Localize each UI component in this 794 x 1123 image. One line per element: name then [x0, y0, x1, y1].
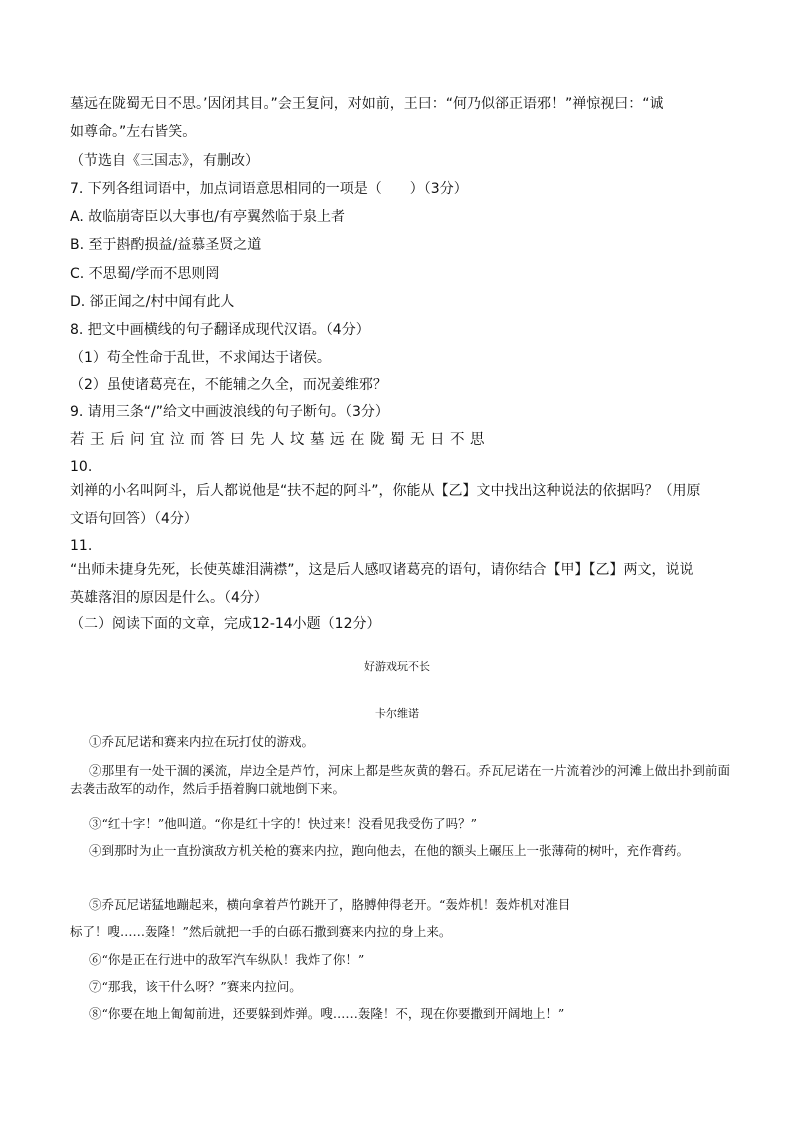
- story-paragraph-2: ②那里有一处干涸的溪流，岸边全是芦竹，河床上都是些灰黄的磐石。乔瓦尼诺在一片流着沙的河滩上做出扑到前面去袭击敌军的动作，然后手捂着胸口就地倒下来。: [70, 763, 730, 796]
- question-10-text-1: 刘禅的小名叫阿斗，后人都说他是“扶不起的阿斗”，你能从【乙】文中找出这种说法的依据吗？（用原: [70, 483, 701, 499]
- question-8-stem: 8. 把文中画横线的句子翻译成现代汉语。（4分）: [70, 322, 370, 338]
- question-9-stem: 9. 请用三条“/”给文中画波浪线的句子断句。（3分）: [70, 404, 389, 420]
- question-7-option-a: A. 故临崩寄臣以大事也/有亭翼然临于泉上者: [70, 209, 345, 225]
- story-paragraph-5a: ⑤乔瓦尼诺猛地蹦起来，横向拿着芦竹跳开了，胳膊伸得老开。“轰炸机！轰炸机对准目: [89, 897, 571, 912]
- question-9-sentence: 若王后问宜泣而答曰先人坟墓远在陇蜀无日不思: [70, 432, 490, 448]
- question-7-option-c: C. 不思蜀/学而不思则罔: [70, 266, 220, 282]
- passage-line-2: 如尊命。”左右皆笑。: [70, 124, 197, 140]
- question-7-stem: 7. 下列各组词语中，加点词语意思相同的一项是（ ）（3分）: [70, 181, 468, 197]
- story-paragraph-7: ⑦“那我，该干什么呀？”赛来内拉问。: [89, 979, 302, 994]
- story-paragraph-8: ⑧“你要在地上匍匐前进，还要躲到炸弹。嗖……轰隆！不，现在你要撒到开阔地上！”: [89, 1006, 565, 1021]
- story-author: 卡尔维诺: [375, 707, 419, 720]
- question-8-item-2: （2）虽使诸葛亮在，不能辅之久全，而况姜维邪？: [70, 377, 387, 393]
- question-11-text-2: 英雄落泪的原因是什么。（4分）: [70, 590, 268, 606]
- story-paragraph-3: ③“红十字！”他叫道。“你是红十字的！快过来！没看见我受伤了吗？”: [89, 816, 478, 831]
- passage-source: （节选自《三国志》，有删改）: [70, 153, 259, 169]
- question-11-text-1: “出师未捷身先死，长使英雄泪满襟”，这是后人感叹诸葛亮的语句，请你结合【甲】【乙】两文，说说: [70, 562, 694, 578]
- story-paragraph-5b: 标了！嗖……轰隆！”然后就把一手的白砾石撒到赛来内拉的身上来。: [70, 924, 452, 939]
- question-7-option-b: B. 至于斟酌损益/益慕圣贤之道: [70, 237, 262, 253]
- section-2-heading: （二）阅读下面的文章，完成12-14小题（12分）: [70, 616, 381, 632]
- passage-line-1: 墓远在陇蜀无日不思。’因闭其目。”会王复问，对如前，王曰：“何乃似郤正语邪！”禅惊视曰：“诚: [70, 96, 664, 112]
- story-paragraph-6: ⑥“你是正在行进中的敌军汽车纵队！我炸了你！”: [89, 952, 365, 967]
- question-8-item-1: （1）苟全性命于乱世，不求闻达于诸侯。: [70, 350, 331, 366]
- story-paragraph-1: ①乔瓦尼诺和赛来内拉在玩打仗的游戏。: [89, 734, 315, 749]
- question-7-option-d: D. 郤正闻之/村中闻有此人: [70, 294, 235, 310]
- question-10-number: 10.: [70, 459, 93, 475]
- question-10-text-2: 文语句回答）（4分）: [70, 511, 198, 527]
- story-paragraph-4: ④到那时为止一直扮演敌方机关枪的赛来内拉，跑向他去，在他的额头上碾压上一张薄荷的树叶，充作膏药。: [89, 843, 690, 858]
- story-title: 好游戏玩不长: [364, 660, 430, 673]
- question-11-number: 11.: [70, 538, 93, 554]
